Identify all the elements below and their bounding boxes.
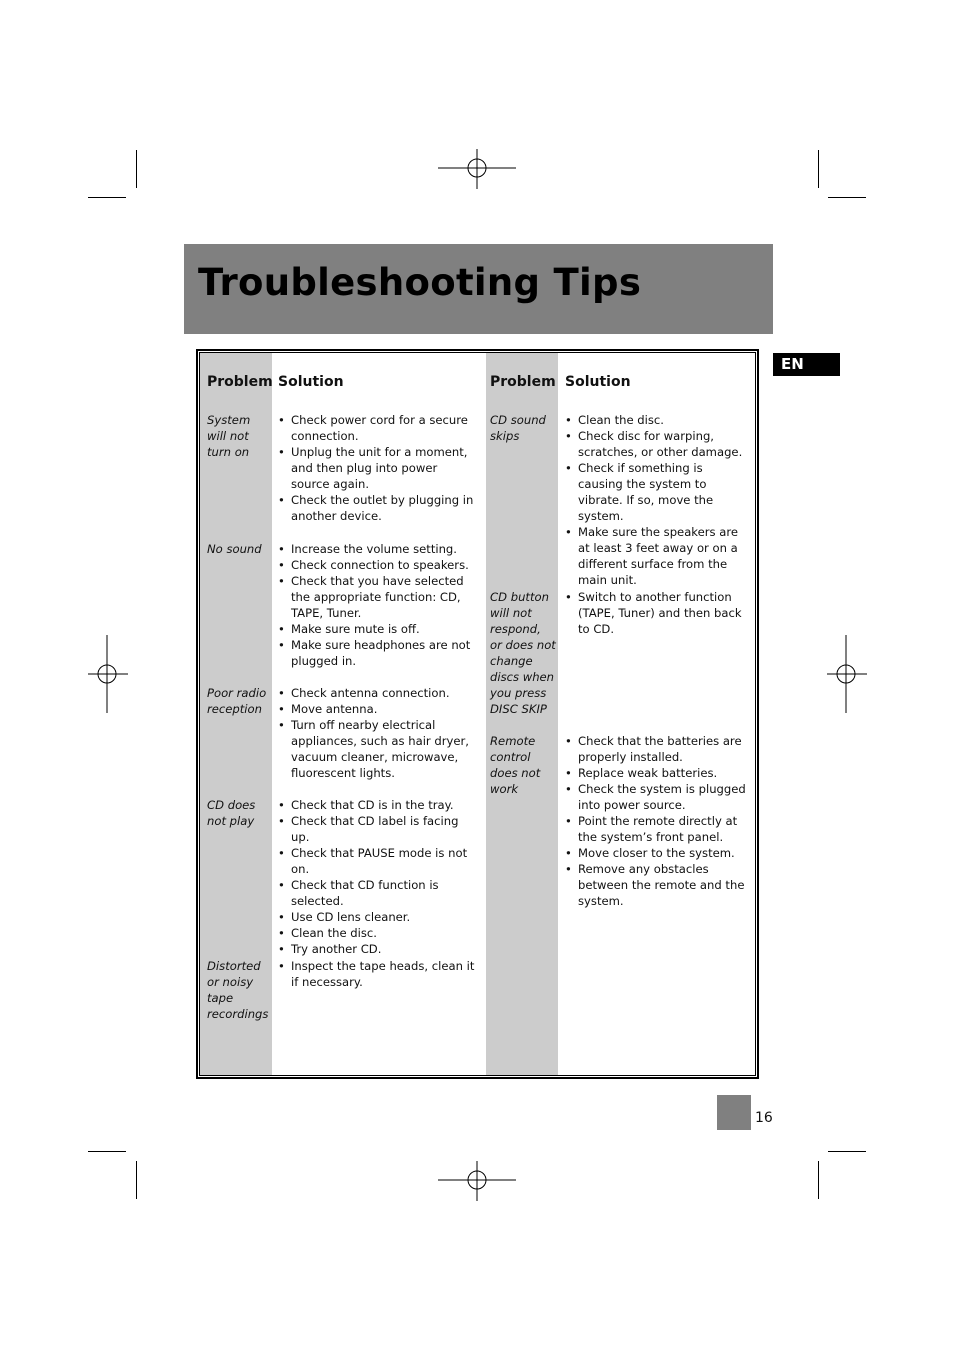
solution-item: • Check that PAUSE mode is not on. — [278, 845, 478, 877]
solution-item: • Clean the disc. — [278, 925, 478, 941]
crop-mark — [828, 197, 866, 198]
crop-mark — [818, 150, 819, 188]
solution-item: • Use CD lens cleaner. — [278, 909, 478, 925]
solution-item: • Check that CD is in the tray. — [278, 797, 478, 813]
solution-item: • Check disc for warping, scratches, or other damage. — [565, 428, 751, 460]
problem-label: Poor radio reception — [207, 686, 267, 716]
solution-item: • Check connection to speakers. — [278, 557, 478, 573]
solution-item: • Check if something is causing the system to vibrate. If so, move the system. — [565, 460, 751, 524]
solution-item: • Make sure the speakers are at least 3 feet away or on a different surface from the main unit. — [565, 524, 751, 588]
left-problem-header: Problem — [207, 374, 273, 390]
solution-list — [278, 685, 478, 781]
crop-mark — [818, 1161, 819, 1199]
title-banner — [184, 244, 773, 334]
solution-item: • Check that you have selected the appropriate function: CD, TAPE, Tuner. — [278, 573, 478, 621]
registration-mark-icon — [827, 635, 867, 713]
right-problem-header: Problem — [490, 374, 556, 390]
problem-label: CD button will not respond, or does not change discs when you press DISC SKIP — [490, 590, 556, 716]
problem-label: System will not turn on — [207, 413, 251, 459]
solution-list — [278, 797, 478, 957]
crop-mark — [828, 1151, 866, 1152]
solution-item: • Check that the batteries are properly installed. — [565, 733, 751, 765]
registration-mark-icon — [438, 1161, 516, 1201]
solution-item: • Turn off nearby electrical appliances, such as hair dryer, vacuum cleaner, microwave, fluorescent lights. — [278, 717, 478, 781]
solution-item: • Increase the volume setting. — [278, 541, 478, 557]
solution-list — [278, 541, 478, 669]
page-number-tab — [717, 1095, 751, 1130]
solution-item: • Replace weak batteries. — [565, 765, 751, 781]
page-number: 16 — [755, 1110, 773, 1126]
page-title: Troubleshooting Tips — [198, 261, 642, 304]
solution-item: • Make sure headphones are not plugged in. — [278, 637, 478, 669]
solution-item: • Check that CD function is selected. — [278, 877, 478, 909]
problem-label: Distorted or noisy tape recordings — [207, 959, 269, 1021]
solution-item: • Move closer to the system. — [565, 845, 751, 861]
problem-label: Remote control does not work — [490, 734, 541, 796]
right-solution-header: Solution — [565, 374, 631, 390]
solution-list — [278, 412, 478, 524]
registration-mark-icon — [88, 635, 128, 713]
solution-item: • Check the outlet by plugging in another device. — [278, 492, 478, 524]
solution-item: • Check antenna connection. — [278, 685, 478, 701]
language-tab: EN — [773, 353, 840, 376]
solution-list — [565, 733, 751, 909]
solution-item: • Try another CD. — [278, 941, 478, 957]
crop-mark — [136, 150, 137, 188]
solution-item: • Unplug the unit for a moment, and then plug into power source again. — [278, 444, 478, 492]
solution-list — [278, 958, 478, 990]
solution-item: • Check the system is plugged into power source. — [565, 781, 751, 813]
solution-item: • Inspect the tape heads, clean it if necessary. — [278, 958, 478, 990]
solution-item: • Remove any obstacles between the remote and the system. — [565, 861, 751, 909]
solution-item: • Switch to another function (TAPE, Tuner) and then back to CD. — [565, 589, 751, 637]
problem-label: No sound — [207, 542, 262, 556]
crop-mark — [136, 1161, 137, 1199]
solution-item: • Make sure mute is off. — [278, 621, 478, 637]
problem-label: CD sound skips — [490, 413, 546, 443]
solution-item: • Check power cord for a secure connection. — [278, 412, 478, 444]
solution-item: • Clean the disc. — [565, 412, 751, 428]
solution-list — [565, 589, 751, 637]
crop-mark — [88, 197, 126, 198]
problem-label: CD does not play — [207, 798, 256, 828]
solution-item: • Point the remote directly at the system’s front panel. — [565, 813, 751, 845]
solution-list — [565, 412, 751, 588]
crop-mark — [88, 1151, 126, 1152]
solution-item: • Check that CD label is facing up. — [278, 813, 478, 845]
left-solution-header: Solution — [278, 374, 344, 390]
solution-item: • Move antenna. — [278, 701, 478, 717]
registration-mark-icon — [438, 149, 516, 189]
